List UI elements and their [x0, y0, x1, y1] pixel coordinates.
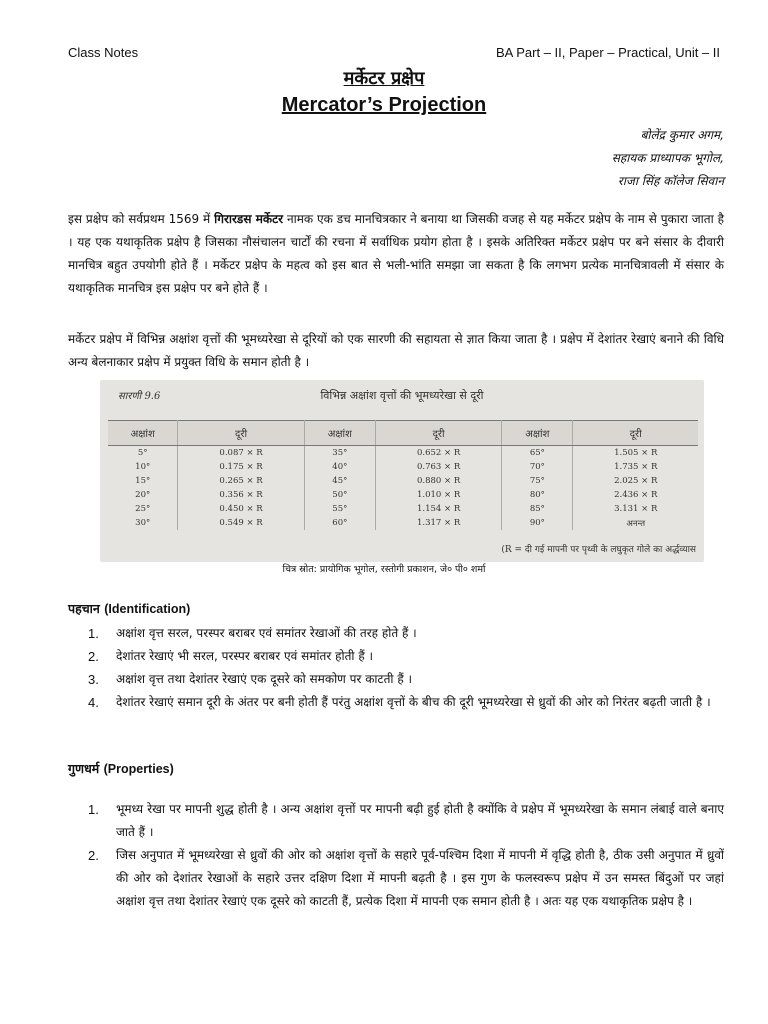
table-cell-latitude: 90°: [502, 516, 573, 530]
distance-table-image: [100, 380, 704, 562]
properties-heading: [68, 760, 174, 777]
table-cell-distance: 1.505 × R: [614, 448, 658, 458]
identification-heading-en: (Identification): [104, 602, 191, 616]
table-cell-distance: 2.436 × R: [614, 490, 658, 500]
properties-item-text: जिस अनुपात में भूमध्यरेखा से ध्रुवों की ओर को अक्षांश वृत्तों के सहारे पूर्व-पश्चिम दिशा में मापनी में वृद्धि होती है, ठीक उसी अनुपात में ध्रुवों की ओर को देशांतर रेखाओं के सहारे उत्तर दक्षिण दिशा में मापनी बढ़ती है । इस गुण के फलस्वरूप प्रक्षेप में उन समस्त बिंदुओं पर जहां अक्षांश वृत्त तथा देशांतर रेखाएं एक दूसरे को काटती हैं, प्रत्येक दिशा में मापनी एक समान होती है । अतः यह एक यथाकृतिक प्रक्षेप है ।: [116, 848, 724, 908]
distance-table: [108, 420, 698, 530]
identification-item: [88, 645, 724, 668]
table-cell-distance: 0.087 × R: [178, 446, 304, 461]
table-row: [108, 474, 698, 488]
table-title: विभिन्न अक्षांश वृत्तों की भूमध्यरेखा से दूरी: [320, 389, 484, 402]
author-designation: सहायक प्राध्यापक भूगोल,: [611, 151, 724, 165]
table-header-row: [108, 421, 698, 446]
table-cell-latitude: 65°: [502, 446, 573, 461]
table-cell-distance: 3.131 × R: [614, 504, 658, 514]
author-block: [612, 124, 724, 193]
identification-item-text: अक्षांश वृत्त तथा देशांतर रेखाएं एक दूसरे को समकोण पर काटती हैं ।: [116, 672, 413, 686]
table-header-distance: दूरी: [573, 421, 698, 446]
table-cell-distance: 0.652 × R: [375, 446, 501, 461]
author-college: राजा सिंह कॉलेज सिवान: [617, 174, 724, 188]
table-cell-distance: अनन्त: [626, 518, 646, 529]
table-cell-distance: 2.025 × R: [614, 476, 658, 486]
table-cell-distance: 0.450 × R: [178, 502, 304, 516]
identification-item-text: अक्षांश वृत्त सरल, परस्पर बराबर एवं समांतर रेखाओं की तरह होते हैं ।: [116, 626, 417, 640]
identification-heading-hi: पहचान: [68, 601, 100, 616]
table-cell-latitude: 5°: [108, 446, 178, 461]
table-cell-latitude: 45°: [304, 474, 375, 488]
table-cell-latitude: 25°: [108, 502, 178, 516]
list-number: 2.: [88, 848, 99, 863]
table-cell-latitude: 15°: [108, 474, 178, 488]
table-cell-distance: 0.763 × R: [375, 460, 501, 474]
properties-list: [88, 798, 724, 913]
intro-paragraph-1: [68, 208, 724, 300]
table-cell-latitude: 40°: [304, 460, 375, 474]
table-cell-distance: 1.010 × R: [375, 488, 501, 502]
table-cell-latitude: 55°: [304, 502, 375, 516]
list-number: 4.: [88, 695, 99, 710]
list-number: 3.: [88, 672, 99, 687]
table-cell-distance: 0.175 × R: [178, 460, 304, 474]
table-footnote: (R = दी गई मापनी पर पृथ्वी के लघुकृत गोले का अर्द्धव्यास: [501, 545, 696, 555]
identification-item: [88, 622, 724, 645]
table-cell-latitude: 35°: [304, 446, 375, 461]
table-cell-distance: 1.154 × R: [375, 502, 501, 516]
title-hindi: [0, 66, 768, 90]
properties-item: [88, 798, 724, 844]
table-row: [108, 488, 698, 502]
intro-paragraph-2: मर्केटर प्रक्षेप में विभिन्न अक्षांश वृत्तों की भूमध्यरेखा से दूरियों को एक सारणी की सहायता से ज्ञात किया जाता है । प्रक्षेप में देशांतर रेखाएं बनाने की विधि अन्य बेलनाकार प्रक्षेप में प्रयुक्त विधि के समान होती है ।: [68, 332, 724, 369]
table-header-latitude: अक्षांश: [108, 421, 178, 446]
identification-list: [88, 622, 724, 714]
identification-item-text: देशांतर रेखाएं समान दूरी के अंतर पर बनी होती हैं परंतु अक्षांश वृत्तों के बीच की दूरी भूमध्यरेखा से ध्रुवों की ओर को निरंतर बढ़ती जाती है ।: [116, 695, 711, 709]
table-cell-latitude: 10°: [108, 460, 178, 474]
properties-heading-en: (Properties): [103, 762, 174, 776]
table-cell-latitude: 75°: [502, 474, 573, 488]
properties-item: [88, 844, 724, 913]
title-hindi-text: मर्केटर प्रक्षेप: [343, 68, 425, 89]
table-header-latitude: अक्षांश: [304, 421, 375, 446]
table-cell-distance: 0.549 × R: [178, 516, 304, 530]
table-caption: सारणी 9.6: [118, 391, 161, 402]
image-source: चित्र स्रोत: प्रायोगिक भूगोल, रस्तोगी प्रकाशन, जे० पी० शर्मा: [282, 564, 486, 575]
table-row: [108, 516, 698, 530]
intro-p1-name: गिरारडस मर्केटर: [214, 212, 284, 226]
table-cell-latitude: 50°: [304, 488, 375, 502]
identification-item-text: देशांतर रेखाएं भी सरल, परस्पर बराबर एवं समांतर होती हैं ।: [116, 649, 374, 663]
table-cell-distance: 1.735 × R: [614, 462, 658, 472]
table-cell-latitude: 80°: [502, 488, 573, 502]
table-cell-latitude: 70°: [502, 460, 573, 474]
identification-item: [88, 668, 724, 691]
table-cell-distance: 1.317 × R: [375, 516, 501, 530]
intro-p1-start: इस प्रक्षेप को सर्वप्रथम 1569 में: [68, 212, 215, 226]
table-header-distance: दूरी: [375, 421, 501, 446]
title-english-text: Mercator’s Projection: [281, 94, 487, 116]
table-header-distance: दूरी: [178, 421, 304, 446]
identification-heading: [68, 600, 190, 617]
table-cell-distance: 0.356 × R: [178, 488, 304, 502]
table-cell-distance: 0.880 × R: [375, 474, 501, 488]
table-cell-latitude: 20°: [108, 488, 178, 502]
table-row: [108, 502, 698, 516]
list-number: 1.: [88, 802, 99, 817]
properties-item-text: भूमध्य रेखा पर मापनी शुद्ध होती है । अन्य अक्षांश वृत्तों पर मापनी बढ़ी हुई होती है क्योंकि वे प्रक्षेप में भूमध्यरेखा के समान लंबाई वाले बनाए जाते हैं ।: [116, 802, 724, 839]
table-cell-latitude: 85°: [502, 502, 573, 516]
intro-p1-rest: नामक एक डच मानचित्रकार ने बनाया था जिसकी वजह से यह मर्केटर प्रक्षेप के नाम से पुकारा जाता है । यह एक यथाकृतिक प्रक्षेप है जिसका नौसंचालन चार्टों की रचना में सर्वाधिक प्रयोग होता है । इसके अतिरिक्त मर्केटर प्रक्षेप पर बने संसार के दीवारी मानचित्र बहुत उपयोगी होते हैं । मर्केटर प्रक्षेप के महत्व को इस बात से भली-भांति समझा जा सकता है कि लगभग प्रत्येक मानचित्रावली में संसार के यथाकृतिक मानचित्र इस प्रक्षेप पर बने होते हैं ।: [68, 212, 724, 295]
header-left: Class Notes: [68, 45, 139, 60]
list-number: 1.: [88, 626, 99, 641]
identification-item: [88, 691, 724, 714]
table-cell-latitude: 30°: [108, 516, 178, 530]
list-number: 2.: [88, 649, 99, 664]
table-cell-distance: 0.265 × R: [178, 474, 304, 488]
author-name: बोलेंद्र कुमार अगम,: [640, 128, 724, 142]
title-english: [0, 94, 768, 117]
table-cell-latitude: 60°: [304, 516, 375, 530]
table-row: [108, 460, 698, 474]
properties-heading-hi: गुणधर्म: [68, 761, 100, 776]
table-row: [108, 446, 698, 461]
table-header-latitude: अक्षांश: [502, 421, 573, 446]
header-right: BA Part – II, Paper – Practical, Unit – II: [496, 45, 720, 60]
